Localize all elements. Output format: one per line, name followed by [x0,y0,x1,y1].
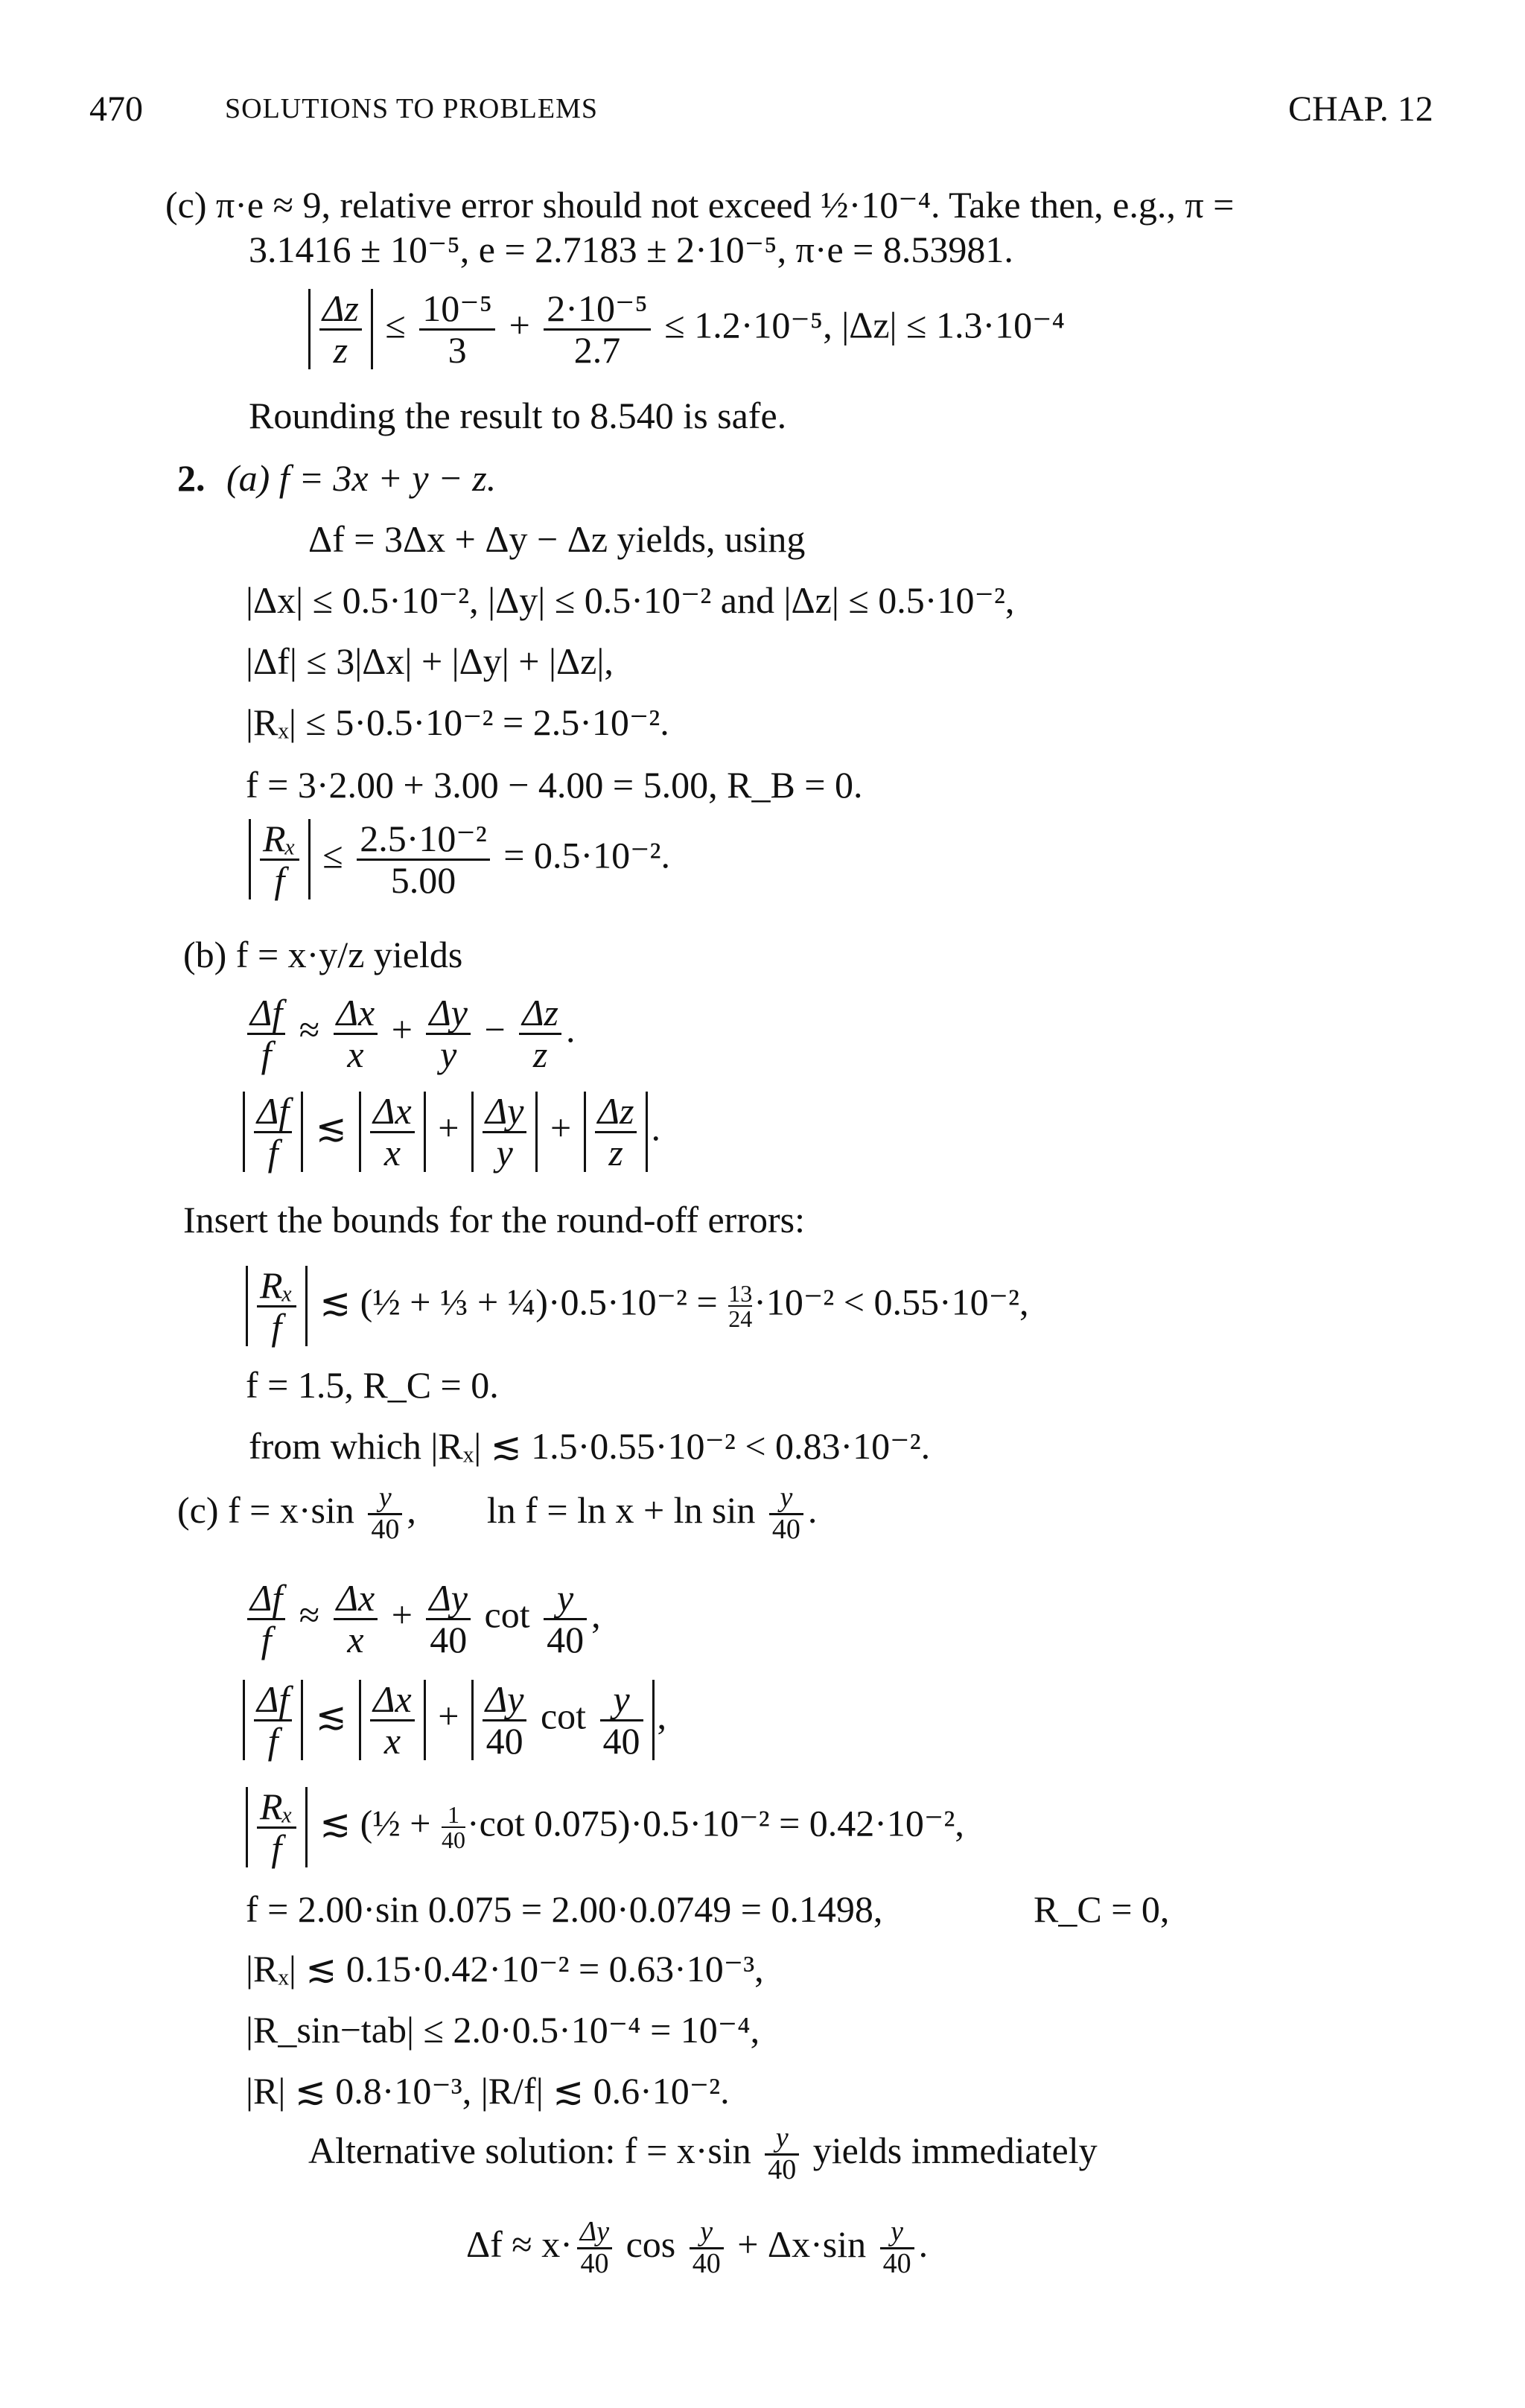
p2b-insert-text: Insert the bounds for the round-off errors: [183,1199,805,1240]
p2c-line5: |Rₓ| ≲ 0.15·0.42·10⁻² = 0.63·10⁻³, [246,1948,764,1990]
p2a-line5: f = 3·2.00 + 3.00 − 4.00 = 5.00, R_B = 0. [246,764,863,806]
p2c-line6: |R_sin−tab| ≤ 2.0·0.5·10⁻⁴ = 10⁻⁴, [246,2009,760,2051]
p2a-line3: |Δf| ≤ 3|Δx| + |Δy| + |Δz|, [246,640,614,682]
running-title: SOLUTIONS TO PROBLEMS [225,93,599,124]
p1c-line1: (c) π·e ≈ 9, relative error should not exceed ½·10⁻⁴. Take then, e.g., π = [165,184,1235,226]
chapter-label: CHAP. 12 [1288,89,1433,129]
p2c-line4: f = 2.00·sin 0.075 = 2.00·0.0749 = 0.1498, [246,1888,883,1930]
p2c-header: (c) f = x·sin $\frac{y}{40}$ , ln f = ln x + ln sin $\frac{y}{40}$ . [177,1482,818,1545]
p2b-label: (b) f = x·y/z yields [183,934,463,975]
problem-2-number: 2. [177,457,206,499]
p1c-line2: 3.1416 ± 10⁻⁵, e = 2.7183 ± 2·10⁻⁵, π·e = 8.53981. [249,229,1013,270]
p2c-line7: |R| ≲ 0.8·10⁻³, |R/f| ≲ 0.6·10⁻². [246,2070,730,2112]
abs-relerr: $\frac{\Delta z}{z}$ [308,289,373,369]
p2b-line4: f = 1.5, R_C = 0. [246,1364,499,1406]
p1c-inequality: $\frac{\Delta z}{z}$ ≤ $\frac{\text{10⁻⁵}}{3}$ + $\frac{\text{2·10⁻⁵}}{2.7}$ ≤ 1.2·10⁻⁵, |Δz| ≤ 1.3·10⁻⁴ [305,289,1065,369]
p2c-abs-bound: $\frac{\Delta f}{f}$ ≲ $\frac{\Delta x}{x}$ + $\frac{\Delta y}{40}$ cot $\frac{y}{40}$ , [240,1680,666,1760]
p2a-label: (a) f = 3x + y − z. [226,457,497,499]
p2c-final-formula: Δf ≈ x· $\frac{\Delta y}{40}$ cos $\frac{y}{40}$ + Δx·sin $\frac{y}{40}$ . [466,2216,929,2279]
p2a-ratio: $\frac{\text{Rₓ}}{f}$ ≤ $\frac{\text{2.5·10⁻²}}{5.00}$ = 0.5·10⁻². [246,819,670,899]
p2b-rx-bound: $\frac{\text{Rₓ}}{f}$ ≲ (½ + ⅓ + ¼)·0.5·10⁻² = $\frac{13}{24}$ ·10⁻² < 0.55·10⁻², [243,1266,1029,1346]
p2a-line4: |Rₓ| ≤ 5·0.5·10⁻² = 2.5·10⁻². [246,701,669,743]
p2c-line4-rc: R_C = 0, [1034,1888,1170,1930]
p2c-approx: $\frac{\Delta f}{f}$ ≈ $\frac{\Delta x}{x}$ + $\frac{\Delta y}{40}$ cot $\frac{y}{40}$ , [243,1579,601,1659]
p2b-abs-bound: $\frac{\Delta f}{f}$ ≲ $\frac{\Delta x}{x}$ + $\frac{\Delta y}{y}$ + $\frac{\Delta z}{z}$ . [240,1092,660,1172]
p2b-approx: $\frac{\Delta f}{f}$ ≈ $\frac{\Delta x}{x}$ + $\frac{\Delta y}{y}$ − $\frac{\Delta z}{z}$ . [243,993,576,1074]
page-number: 470 [89,89,143,129]
p2c-rx-bound: $\frac{\text{Rₓ}}{f}$ ≲ (½ + $\frac{1}{40}$ ·cot 0.075)·0.5·10⁻² = 0.42·10⁻², [243,1787,964,1867]
p2a-line2: |Δx| ≤ 0.5·10⁻², |Δy| ≤ 0.5·10⁻² and |Δz| ≤ 0.5·10⁻², [246,579,1015,621]
p2b-line5: from which |Rₓ| ≲ 1.5·0.55·10⁻² < 0.83·10⁻². [249,1425,931,1467]
p2a-line1: Δf = 3Δx + Δy − Δz yields, using [308,518,806,560]
p2c-alternative: Alternative solution: f = x·sin $\frac{y}{40}$ yields immediately [308,2122,1098,2185]
p1c-rounding: Rounding the result to 8.540 is safe. [249,395,787,436]
